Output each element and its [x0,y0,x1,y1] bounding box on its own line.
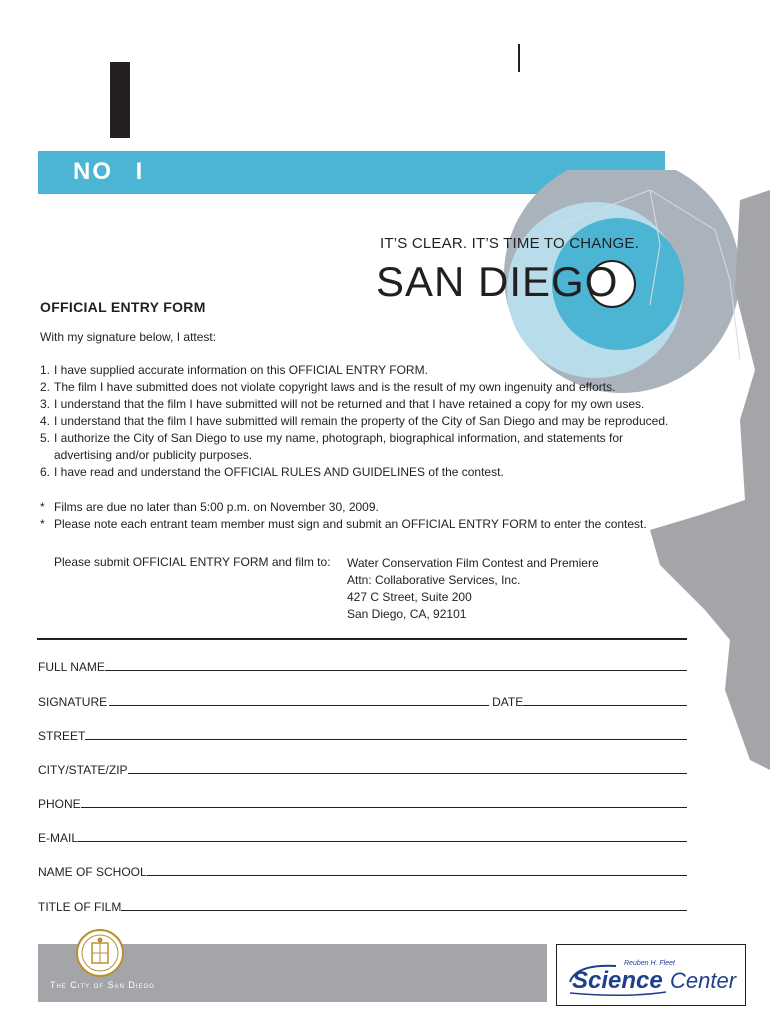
street-line[interactable] [85,738,687,740]
full-name-line[interactable] [105,669,687,671]
term-number: 6. [40,465,51,479]
term-number: 3. [40,397,51,411]
science-center-logo [566,954,741,1000]
city-seal-icon [75,928,125,978]
header-letter-block [110,62,130,138]
date-label: DATE [492,695,524,709]
email-line[interactable] [78,840,687,842]
note-text: Please note each entrant team member must sign and submit an OFFICIAL ENTRY FORM to enter the contest. [54,517,647,531]
submit-label: Please submit OFFICIAL ENTRY FORM and film to: [54,555,331,569]
term-number: 4. [40,414,51,428]
street-label: STREET [38,729,86,743]
term-number: 5. [40,431,51,445]
email-label: E-MAIL [38,831,79,845]
campaign-tagline: IT’S CLEAR. IT’S TIME TO CHANGE. [380,235,639,252]
term-text: I have supplied accurate information on this OFFICIAL ENTRY FORM. [54,363,428,377]
address-line: San Diego, CA, 92101 [347,607,467,621]
term-item [40,413,700,430]
term-text: I authorize the City of San Diego to use my name, photograph, biographical information, and statements for advertising and/or publicity purposes. [54,431,623,462]
attest-intro: With my signature below, I attest: [40,330,217,344]
address-line: Water Conservation Film Contest and Premiere [347,556,599,570]
school-label: NAME OF SCHOOL [38,865,147,879]
city-state-zip-label: CITY/STATE/ZIP [38,763,128,777]
form-heading: OFFICIAL ENTRY FORM [40,299,206,315]
phone-line[interactable] [81,806,687,808]
signature-line[interactable] [109,704,489,706]
note-bullet: * [40,500,45,514]
phone-field[interactable] [38,795,687,811]
term-text: I understand that the film I have submitted will remain the property of the City of San Diego and may be reproduced. [54,414,669,428]
campaign-city-name: SAN DIEGO [376,258,619,305]
street-field[interactable] [38,727,687,743]
term-number: 1. [40,363,51,377]
city-logo-text: The City of San Diego [50,980,155,990]
term-item [40,464,700,481]
full-name-field[interactable] [38,658,687,674]
film-title-line[interactable] [121,909,687,911]
term-item [40,430,700,464]
note-bullet: * [40,517,45,531]
header-rule [518,44,520,72]
email-field[interactable] [38,829,687,845]
term-item [40,396,700,413]
term-text: I understand that the film I have submitted will not be returned and that I have retained a copy for my own uses. [54,397,645,411]
date-line[interactable] [523,704,687,706]
notes [40,499,647,533]
science-center-bold-text: Science [572,967,663,994]
signature-field[interactable] [38,693,687,709]
note-text: Films are due no later than 5:00 p.m. on November 30, 2009. [54,500,379,514]
terms-list [40,362,700,481]
address-line: 427 C Street, Suite 200 [347,590,472,604]
title-bar-text: NO I [73,158,145,185]
phone-label: PHONE [38,797,81,811]
mailing-address [347,555,599,623]
term-text: The film I have submitted does not violate copyright laws and is the result of my own ingenuity and efforts. [54,380,616,394]
film-title-field[interactable] [38,898,687,914]
school-line[interactable] [147,874,687,876]
form-divider [37,638,687,640]
term-number: 2. [40,380,51,394]
address-line: Attn: Collaborative Services, Inc. [347,573,521,587]
term-item [40,362,700,379]
note-item [40,499,647,516]
film-title-label: TITLE OF FILM [38,900,122,914]
full-name-label: FULL NAME [38,660,105,674]
science-center-light-text: Center [670,968,737,993]
signature-label: SIGNATURE [38,695,108,709]
term-item [40,379,700,396]
city-state-zip-line[interactable] [128,772,687,774]
note-item [40,516,647,533]
term-text: I have read and understand the OFFICIAL RULES AND GUIDELINES of the contest. [54,465,504,479]
city-state-zip-field[interactable] [38,761,687,777]
school-field[interactable] [38,863,687,879]
science-center-small-text: Reuben H. Fleet [624,960,675,967]
